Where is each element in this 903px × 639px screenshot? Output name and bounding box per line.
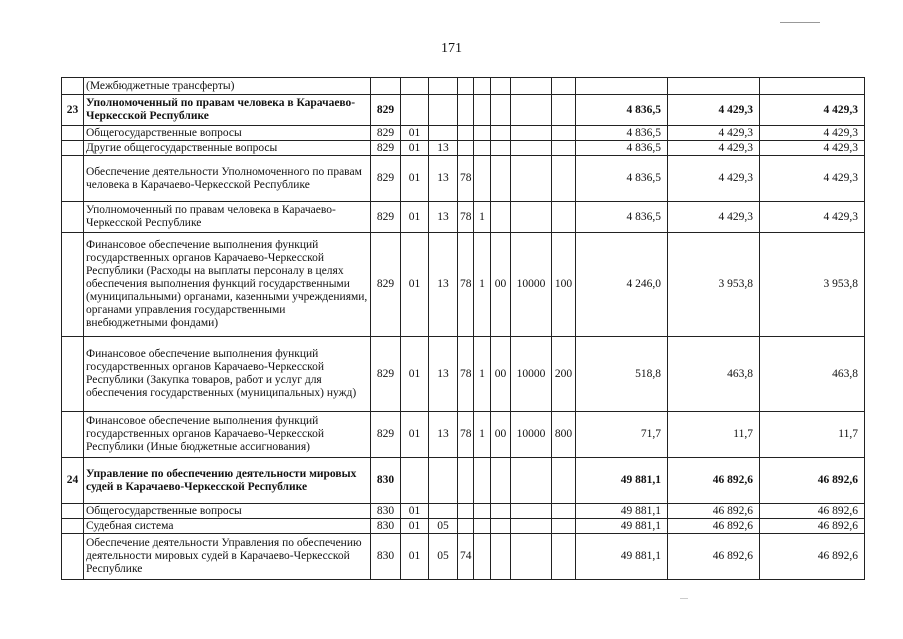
measure-code-cell: 00 xyxy=(491,337,511,412)
section-code-cell: 01 xyxy=(401,519,429,534)
amount-year-1-cell: 4 836,5 xyxy=(576,156,668,202)
table-row xyxy=(62,126,865,141)
table-row xyxy=(62,95,865,126)
table-row xyxy=(62,156,865,202)
row-number-cell xyxy=(62,156,84,202)
table-row xyxy=(62,202,865,233)
item-name-cell: Финансовое обеспечение выполнения функций государственных органов Карачаево-Черкесской Республики (Иные бюджетные ассигнования) xyxy=(84,412,371,458)
program-code-cell: 78 xyxy=(458,412,474,458)
item-name-cell: Другие общегосударственные вопросы xyxy=(84,141,371,156)
administrator-code-cell: 829 xyxy=(371,141,401,156)
measure-code-cell xyxy=(491,504,511,519)
administrator-code-cell: 830 xyxy=(371,458,401,504)
expense-type-code-cell xyxy=(552,458,576,504)
item-name-cell: Финансовое обеспечение выполнения функций государственных органов Карачаево-Черкесской Республики (Расходы на выплаты персоналу в целях обеспечения выполнения функций государственными (муниципальными) органами, казенными учреждениями, органами управления государственными внебюджетными фондами) xyxy=(84,233,371,337)
measure-code-cell: 00 xyxy=(491,412,511,458)
direction-code-cell xyxy=(511,95,552,126)
administrator-code-cell: 829 xyxy=(371,412,401,458)
amount-year-2-cell: 4 429,3 xyxy=(668,156,760,202)
amount-year-3-cell: 4 429,3 xyxy=(760,95,865,126)
direction-code-cell xyxy=(511,126,552,141)
administrator-code-cell: 829 xyxy=(371,95,401,126)
table-row xyxy=(62,534,865,580)
subprogram-code-cell: 1 xyxy=(474,202,491,233)
amount-year-1-cell: 71,7 xyxy=(576,412,668,458)
row-number-cell: 24 xyxy=(62,458,84,504)
direction-code-cell xyxy=(511,156,552,202)
amount-year-3-cell: 46 892,6 xyxy=(760,504,865,519)
subprogram-code-cell xyxy=(474,95,491,126)
amount-year-2-cell: 46 892,6 xyxy=(668,458,760,504)
subsection-code-cell: 13 xyxy=(429,412,458,458)
expense-type-code-cell xyxy=(552,141,576,156)
section-code-cell: 01 xyxy=(401,141,429,156)
amount-year-2-cell: 3 953,8 xyxy=(668,233,760,337)
item-name-cell: Уполномоченный по правам человека в Карачаево-Черкесской Республике xyxy=(84,95,371,126)
amount-year-2-cell: 46 892,6 xyxy=(668,519,760,534)
measure-code-cell: 00 xyxy=(491,233,511,337)
direction-code-cell xyxy=(511,534,552,580)
subsection-code-cell xyxy=(429,458,458,504)
item-name-cell: Обеспечение деятельности Управления по обеспечению деятельности мировых судей в Карачаево-Черкесской Республике xyxy=(84,534,371,580)
measure-code-cell xyxy=(491,95,511,126)
amount-year-3-cell xyxy=(760,78,865,95)
expense-type-code-cell xyxy=(552,534,576,580)
amount-year-3-cell: 46 892,6 xyxy=(760,458,865,504)
table-row xyxy=(62,78,865,95)
administrator-code-cell: 829 xyxy=(371,202,401,233)
amount-year-1-cell: 49 881,1 xyxy=(576,519,668,534)
direction-code-cell xyxy=(511,78,552,95)
administrator-code-cell: 830 xyxy=(371,519,401,534)
direction-code-cell xyxy=(511,504,552,519)
amount-year-3-cell: 4 429,3 xyxy=(760,156,865,202)
direction-code-cell xyxy=(511,519,552,534)
section-code-cell: 01 xyxy=(401,126,429,141)
amount-year-1-cell xyxy=(576,78,668,95)
expense-type-code-cell: 200 xyxy=(552,337,576,412)
expense-type-code-cell xyxy=(552,126,576,141)
expense-type-code-cell xyxy=(552,156,576,202)
measure-code-cell xyxy=(491,534,511,580)
amount-year-3-cell: 3 953,8 xyxy=(760,233,865,337)
program-code-cell xyxy=(458,95,474,126)
table-row xyxy=(62,141,865,156)
expense-type-code-cell xyxy=(552,78,576,95)
expense-type-code-cell xyxy=(552,202,576,233)
subsection-code-cell: 13 xyxy=(429,233,458,337)
administrator-code-cell: 829 xyxy=(371,233,401,337)
row-number-cell xyxy=(62,504,84,519)
subprogram-code-cell xyxy=(474,519,491,534)
subsection-code-cell xyxy=(429,78,458,95)
subsection-code-cell: 05 xyxy=(429,519,458,534)
section-code-cell: 01 xyxy=(401,504,429,519)
subprogram-code-cell xyxy=(474,126,491,141)
amount-year-1-cell: 4 836,5 xyxy=(576,202,668,233)
item-name-cell: Общегосударственные вопросы xyxy=(84,126,371,141)
measure-code-cell xyxy=(491,126,511,141)
measure-code-cell xyxy=(491,78,511,95)
subprogram-code-cell xyxy=(474,141,491,156)
subsection-code-cell: 13 xyxy=(429,156,458,202)
subsection-code-cell: 05 xyxy=(429,534,458,580)
item-name-cell: Уполномоченный по правам человека в Карачаево-Черкесской Республике xyxy=(84,202,371,233)
administrator-code-cell: 830 xyxy=(371,504,401,519)
program-code-cell xyxy=(458,504,474,519)
amount-year-2-cell: 463,8 xyxy=(668,337,760,412)
item-name-cell: Управление по обеспечению деятельности мировых судей в Карачаево-Черкесской Республике xyxy=(84,458,371,504)
direction-code-cell: 10000 xyxy=(511,337,552,412)
administrator-code-cell: 829 xyxy=(371,337,401,412)
amount-year-3-cell: 11,7 xyxy=(760,412,865,458)
program-code-cell: 78 xyxy=(458,202,474,233)
expense-type-code-cell: 800 xyxy=(552,412,576,458)
amount-year-3-cell: 4 429,3 xyxy=(760,126,865,141)
row-number-cell xyxy=(62,126,84,141)
row-number-cell xyxy=(62,337,84,412)
subprogram-code-cell xyxy=(474,534,491,580)
amount-year-2-cell: 4 429,3 xyxy=(668,126,760,141)
section-code-cell: 01 xyxy=(401,202,429,233)
item-name-cell: (Межбюджетные трансферты) xyxy=(84,78,371,95)
amount-year-1-cell: 4 836,5 xyxy=(576,95,668,126)
expense-type-code-cell xyxy=(552,519,576,534)
amount-year-3-cell: 463,8 xyxy=(760,337,865,412)
row-number-cell xyxy=(62,233,84,337)
table-row xyxy=(62,412,865,458)
item-name-cell: Судебная система xyxy=(84,519,371,534)
amount-year-1-cell: 4 836,5 xyxy=(576,126,668,141)
subsection-code-cell: 13 xyxy=(429,337,458,412)
amount-year-1-cell: 518,8 xyxy=(576,337,668,412)
subsection-code-cell xyxy=(429,126,458,141)
section-code-cell: 01 xyxy=(401,233,429,337)
row-number-cell xyxy=(62,78,84,95)
amount-year-2-cell xyxy=(668,78,760,95)
amount-year-1-cell: 4 246,0 xyxy=(576,233,668,337)
subsection-code-cell xyxy=(429,95,458,126)
section-code-cell: 01 xyxy=(401,534,429,580)
row-number-cell xyxy=(62,412,84,458)
amount-year-2-cell: 11,7 xyxy=(668,412,760,458)
administrator-code-cell: 829 xyxy=(371,156,401,202)
amount-year-3-cell: 46 892,6 xyxy=(760,519,865,534)
amount-year-1-cell: 49 881,1 xyxy=(576,458,668,504)
amount-year-2-cell: 4 429,3 xyxy=(668,141,760,156)
subprogram-code-cell xyxy=(474,156,491,202)
item-name-cell: Финансовое обеспечение выполнения функций государственных органов Карачаево-Черкесской Республики (Закупка товаров, работ и услуг для обеспечения государственных (муниципальных) нужд) xyxy=(84,337,371,412)
measure-code-cell xyxy=(491,141,511,156)
row-number-cell: 23 xyxy=(62,95,84,126)
program-code-cell xyxy=(458,519,474,534)
table-row xyxy=(62,233,865,337)
row-number-cell xyxy=(62,141,84,156)
direction-code-cell xyxy=(511,141,552,156)
subprogram-code-cell: 1 xyxy=(474,337,491,412)
measure-code-cell xyxy=(491,156,511,202)
amount-year-3-cell: 4 429,3 xyxy=(760,141,865,156)
measure-code-cell xyxy=(491,458,511,504)
amount-year-3-cell: 46 892,6 xyxy=(760,534,865,580)
expense-type-code-cell: 100 xyxy=(552,233,576,337)
direction-code-cell: 10000 xyxy=(511,233,552,337)
amount-year-2-cell: 4 429,3 xyxy=(668,95,760,126)
program-code-cell xyxy=(458,458,474,504)
expense-type-code-cell xyxy=(552,504,576,519)
administrator-code-cell: 829 xyxy=(371,126,401,141)
expense-type-code-cell xyxy=(552,95,576,126)
section-code-cell xyxy=(401,95,429,126)
section-code-cell: 01 xyxy=(401,337,429,412)
direction-code-cell: 10000 xyxy=(511,412,552,458)
program-code-cell xyxy=(458,126,474,141)
administrator-code-cell xyxy=(371,78,401,95)
amount-year-1-cell: 49 881,1 xyxy=(576,534,668,580)
page-number: 171 xyxy=(441,41,462,56)
row-number-cell xyxy=(62,519,84,534)
item-name-cell: Общегосударственные вопросы xyxy=(84,504,371,519)
subprogram-code-cell: 1 xyxy=(474,412,491,458)
administrator-code-cell: 830 xyxy=(371,534,401,580)
subsection-code-cell: 13 xyxy=(429,141,458,156)
row-number-cell xyxy=(62,534,84,580)
direction-code-cell xyxy=(511,458,552,504)
amount-year-1-cell: 49 881,1 xyxy=(576,504,668,519)
scan-mark xyxy=(780,22,820,23)
item-name-cell: Обеспечение деятельности Уполномоченного по правам человека в Карачаево-Черкесской Республике xyxy=(84,156,371,202)
measure-code-cell xyxy=(491,519,511,534)
program-code-cell xyxy=(458,141,474,156)
amount-year-3-cell: 4 429,3 xyxy=(760,202,865,233)
table-row xyxy=(62,337,865,412)
table-row xyxy=(62,519,865,534)
amount-year-2-cell: 46 892,6 xyxy=(668,534,760,580)
subprogram-code-cell xyxy=(474,504,491,519)
section-code-cell xyxy=(401,78,429,95)
section-code-cell: 01 xyxy=(401,412,429,458)
subprogram-code-cell xyxy=(474,458,491,504)
budget-table xyxy=(61,77,865,580)
subsection-code-cell xyxy=(429,504,458,519)
table-row xyxy=(62,504,865,519)
program-code-cell: 78 xyxy=(458,156,474,202)
amount-year-1-cell: 4 836,5 xyxy=(576,141,668,156)
subprogram-code-cell: 1 xyxy=(474,233,491,337)
measure-code-cell xyxy=(491,202,511,233)
program-code-cell: 78 xyxy=(458,233,474,337)
program-code-cell: 78 xyxy=(458,337,474,412)
program-code-cell: 74 xyxy=(458,534,474,580)
amount-year-2-cell: 46 892,6 xyxy=(668,504,760,519)
section-code-cell: 01 xyxy=(401,156,429,202)
direction-code-cell xyxy=(511,202,552,233)
subprogram-code-cell xyxy=(474,78,491,95)
section-code-cell xyxy=(401,458,429,504)
subsection-code-cell: 13 xyxy=(429,202,458,233)
row-number-cell xyxy=(62,202,84,233)
program-code-cell xyxy=(458,78,474,95)
amount-year-2-cell: 4 429,3 xyxy=(668,202,760,233)
table-row xyxy=(62,458,865,504)
scan-mark xyxy=(680,598,688,599)
